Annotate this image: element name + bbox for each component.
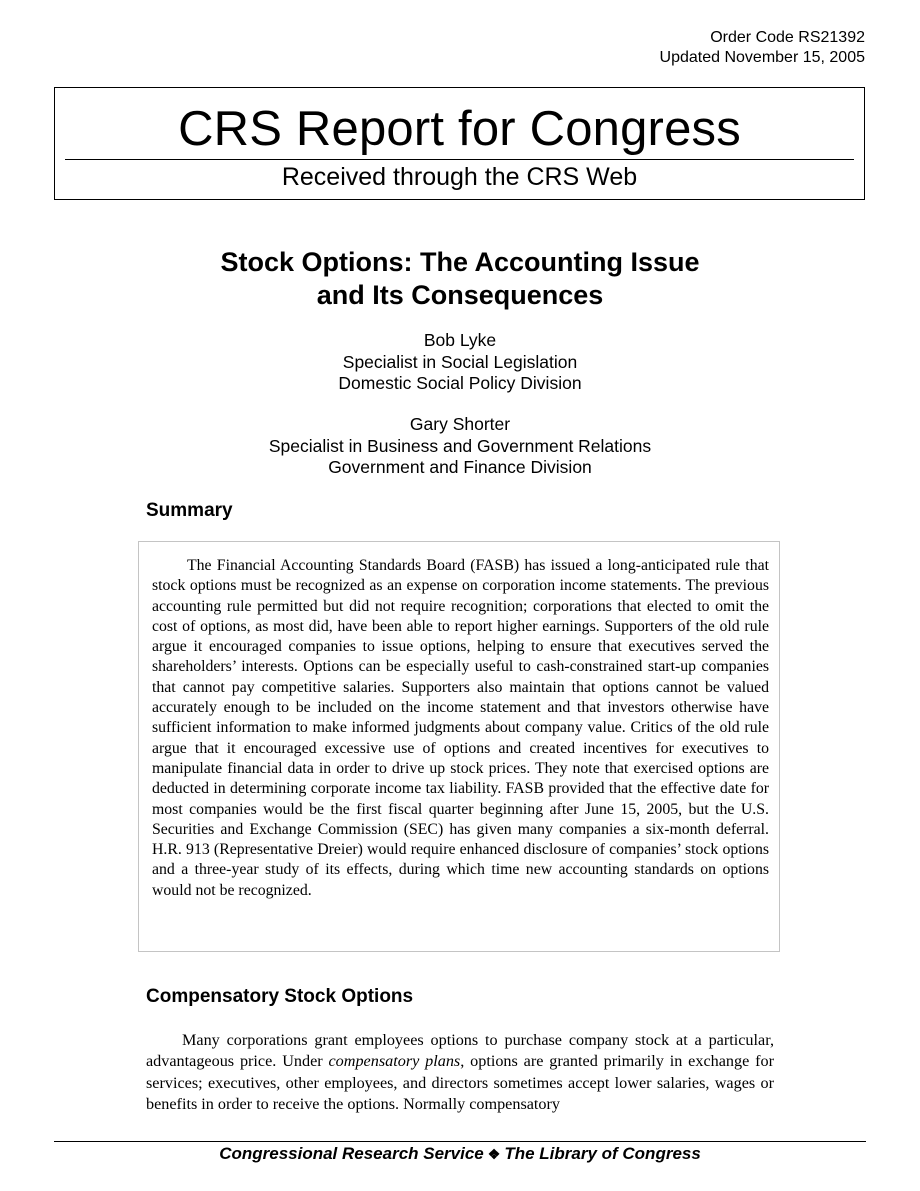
author-block-1 [0,330,920,395]
author-position: Specialist in Social Legislation [342,351,578,372]
diamond-icon: ❖ [487,1146,501,1162]
summary-heading: Summary [146,500,233,521]
order-code-block [660,28,865,68]
footer-divider [54,1141,866,1142]
body-text-end: , options are granted primarily in exchange for services; executives, other employees, and directors sometimes accept lower salaries, wages or benefits in order to receive the options. Normally compensatory [146,1052,775,1113]
author-division: Domestic Social Policy Division [338,373,582,393]
document-title-line-1: Stock Options: The Accounting Issue [220,247,700,277]
document-title-line-2: and Its Consequences [316,280,604,310]
author-division: Government and Finance Division [328,457,592,477]
banner-title: CRS Report for Congress [178,102,741,156]
section-body-text [146,1030,774,1115]
document-title [0,246,920,312]
section-heading: Compensatory Stock Options [146,986,414,1007]
author-name: Gary Shorter [409,414,511,434]
body-text-start: Many corporations grant employees options to purchase company stock at a particular, advantageous price. Under [146,1031,774,1071]
updated-date: Updated November 15, 2005 [659,49,865,66]
summary-box [138,541,780,952]
footer-right: The Library of Congress [504,1144,701,1163]
author-block-2 [0,414,920,479]
banner-divider [65,159,854,160]
order-code: Order Code RS21392 [710,29,865,46]
author-name: Bob Lyke [423,330,497,350]
footer-left: Congressional Research Service [219,1144,484,1163]
author-position: Specialist in Business and Government Relations [268,435,652,456]
summary-text: The Financial Accounting Standards Board (FASB) has issued a long-anticipated rule that stock options must be recognized as an expense on corporation income statements. The previous accounting rule permitted but did not require recognition; corporations that elected to omit the cost of options, as most did, have been able to report higher earnings. Supporters of the old rule argue it encouraged companies to issue options, helping to ensure that executives served the shareholders’ interests. Options can be especially useful to cash-constrained start-up companies that cannot pay competitive salaries. Supporters also maintain that options cannot be valued accurately enough to be included on the income statement and that investors otherwise have sufficient information to make informed judgments about company value. Critics of the old rule argue that it encouraged excessive use of options and created incentives for executives to manipulate financial data in order to drive up stock prices. They note that exercised options are deducted in determining corporate income tax liability. FASB provided that the effective date for most companies would be the first fiscal quarter beginning after June 15, 2005, but the U.S. Securities and Exchange Commission (SEC) has given many companies a six-month deferral. H.R. 913 (Representative Dreier) would require enhanced disclosure of companies’ stock options and a three-year study of its effects, during which time new accounting standards on options would not be recognized. [152,557,769,899]
report-banner [54,87,865,200]
body-text-emphasis: compensatory plans [328,1052,461,1071]
footer [0,1143,920,1165]
banner-subtitle: Received through the CRS Web [281,163,638,191]
